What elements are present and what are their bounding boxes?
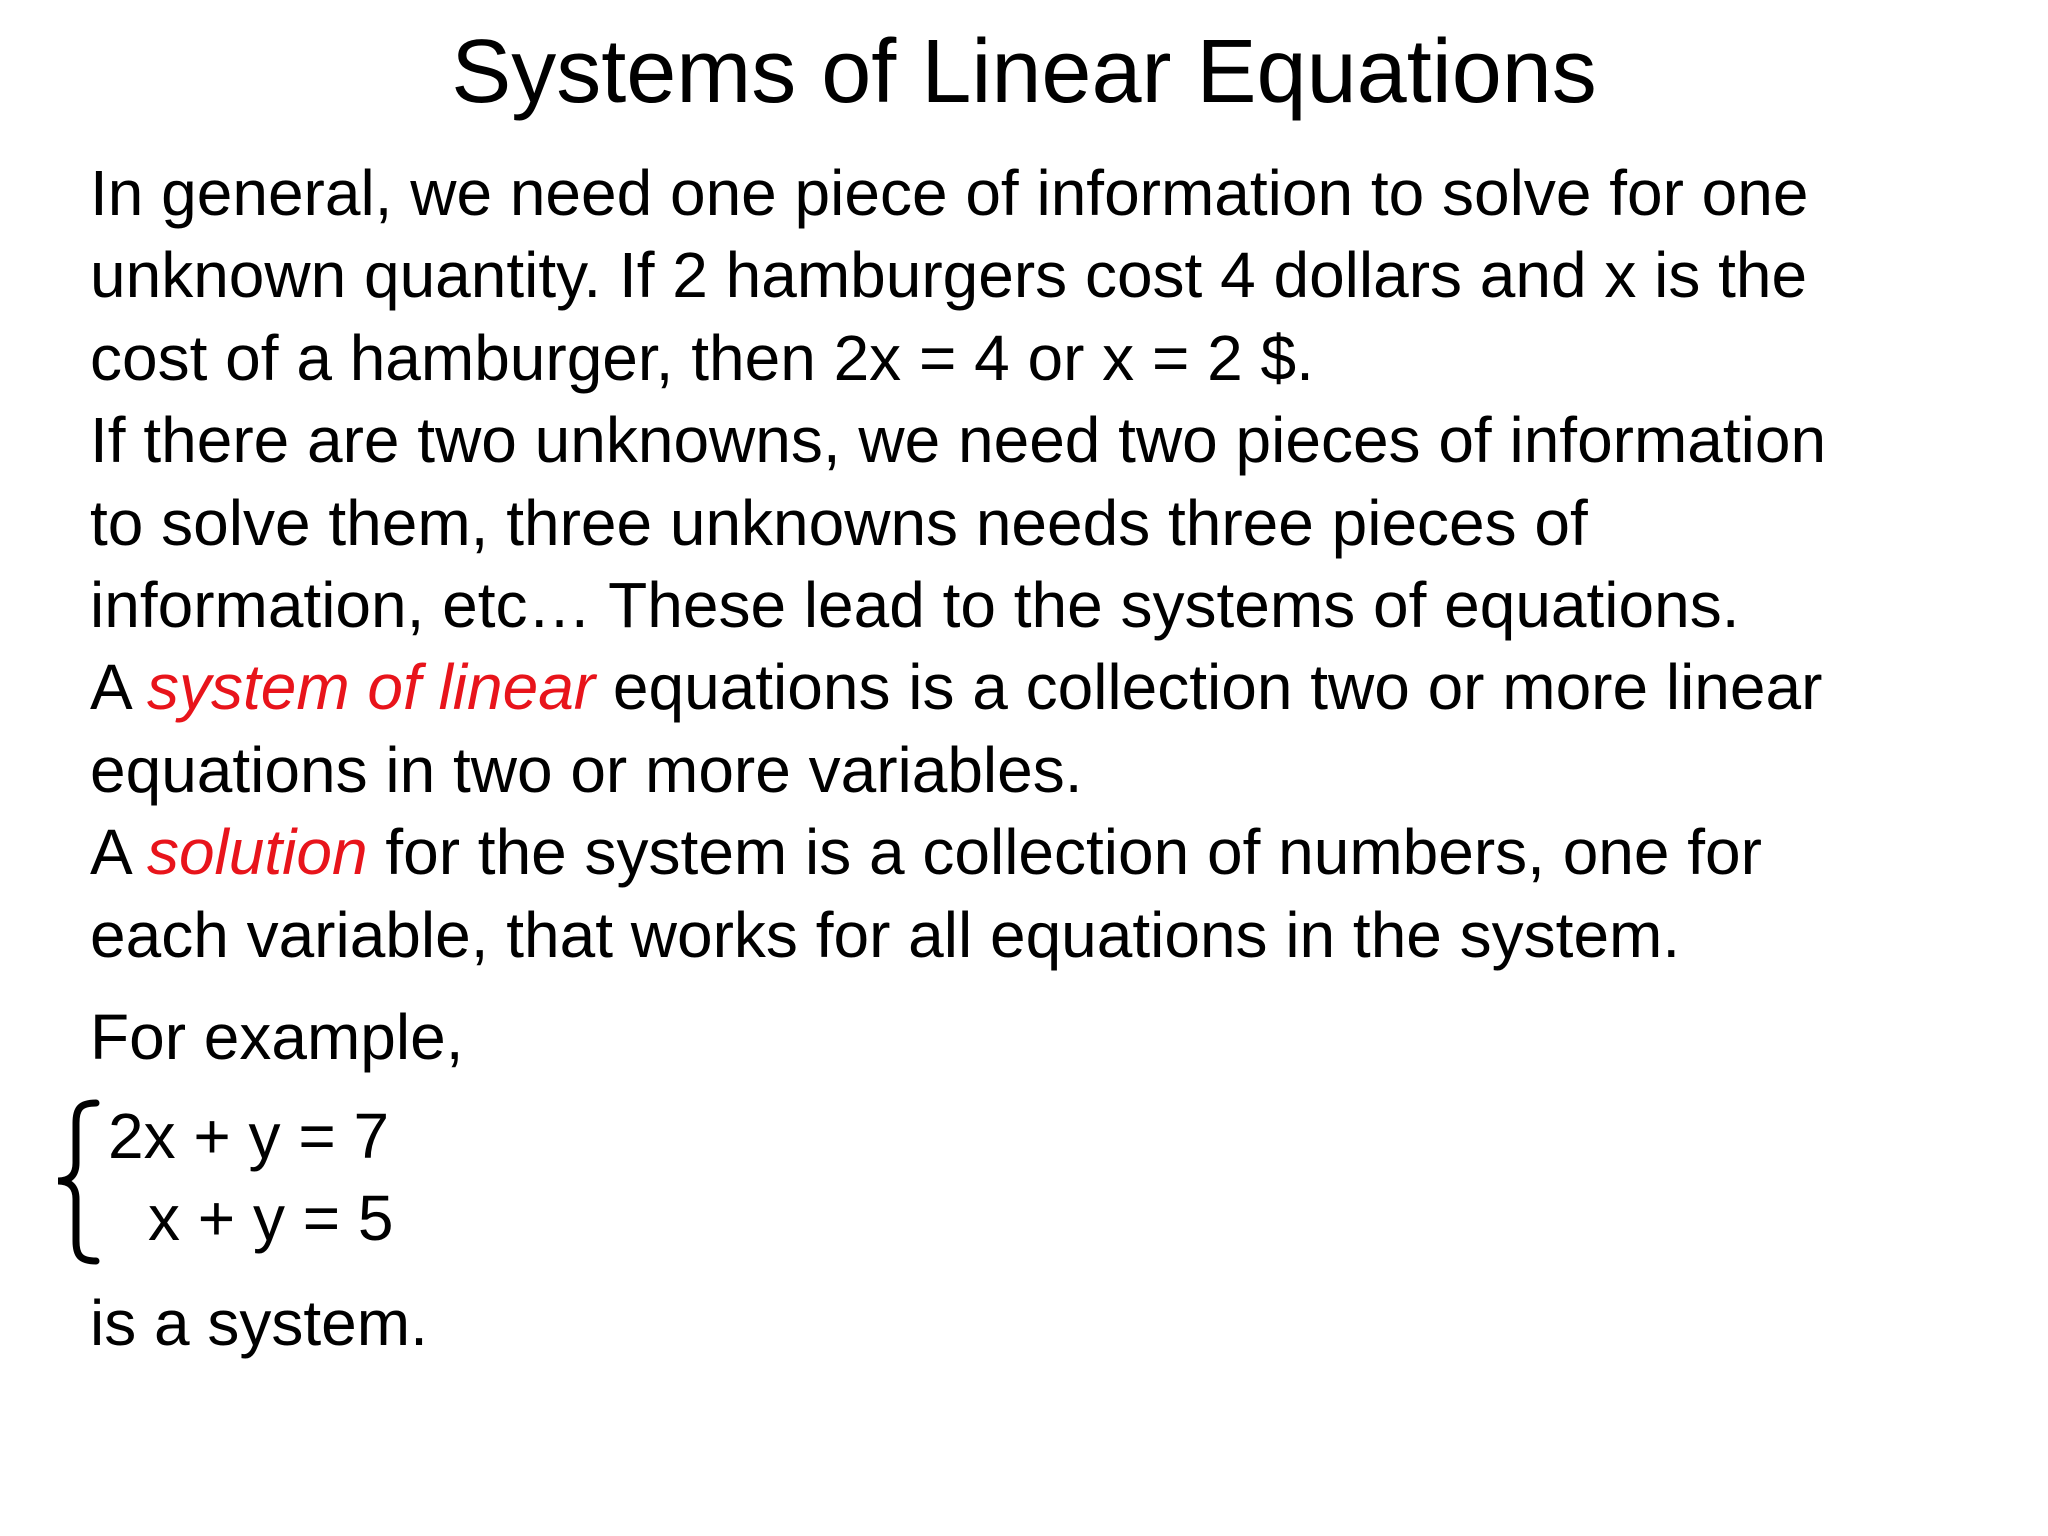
definition-solution-line (90, 811, 2020, 893)
paragraph1-line: unknown quantity. If 2 hamburgers cost 4 dollars and x is the (90, 239, 1808, 312)
definition-system-line2: equations in two or more variables. (90, 733, 1083, 806)
equation-2: x + y = 5 (148, 1182, 394, 1254)
definition-system-line (90, 646, 2020, 728)
example-outro: is a system. (90, 1287, 428, 1359)
paragraph2-line: If there are two unknowns, we need two pieces of information (90, 404, 1827, 477)
slide-title: Systems of Linear Equations (451, 22, 1597, 122)
definition-solution-rest: for the system is a collection of numbers, one for (367, 816, 1762, 889)
definition-system-prefix: A (90, 651, 147, 724)
definition-solution-line2: each variable, that works for all equations in the system. (90, 898, 1681, 971)
example-intro: For example, (90, 1001, 464, 1073)
equation-1: 2x + y = 7 (108, 1100, 390, 1172)
equation-system (52, 1095, 472, 1275)
paragraph1-line: cost of a hamburger, then 2x = 4 or x = 2 $. (90, 321, 1314, 394)
slide-body (90, 152, 2020, 976)
definition-solution-prefix: A (90, 816, 147, 889)
paragraph1-line: In general, we need one piece of information to solve for one (90, 157, 1809, 229)
definition-system-rest: equations is a collection two or more linear (595, 651, 1823, 724)
paragraph2-line: information, etc… These lead to the systems of equations. (90, 569, 1740, 642)
definition-system-term: system of linear (146, 651, 596, 724)
left-brace-icon (52, 1095, 112, 1265)
paragraph2-line: to solve them, three unknowns needs three pieces of (90, 486, 1588, 559)
definition-solution-term: solution (146, 816, 368, 889)
